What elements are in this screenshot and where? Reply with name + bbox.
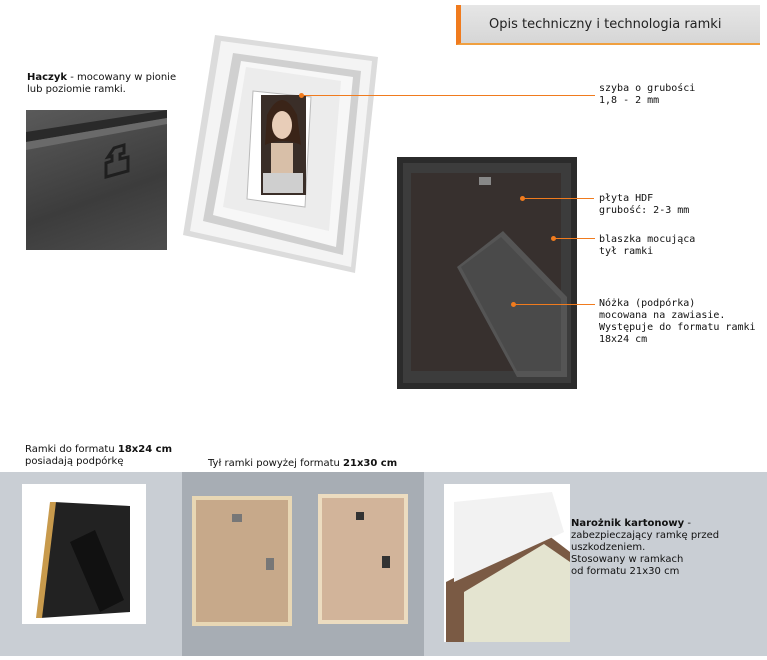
front-frame-photo <box>183 35 383 275</box>
back-frame-photo <box>397 157 577 389</box>
callout-clip <box>599 234 695 258</box>
hook-desc-line2: lub poziomie ramki. <box>27 84 126 95</box>
corner-line2: zabezpieczający ramkę przed <box>571 530 720 541</box>
callout-clip-line <box>555 238 595 239</box>
callout-glass-line1: szyba o grubości <box>599 83 696 94</box>
corner-line3: uszkodzeniem. <box>571 542 646 553</box>
callout-hdf-line1: płyta HDF <box>599 193 654 204</box>
callout-hdf <box>599 193 689 217</box>
callout-clip-line2: tył ramki <box>599 246 654 257</box>
caption-stand-line2: posiadają podpórkę <box>25 456 124 467</box>
caption-stand <box>25 444 172 468</box>
section-header <box>456 5 760 45</box>
caption-back-pre: Tył ramki powyżej formatu <box>208 458 344 469</box>
caption-back-size: 21x30 cm <box>343 458 398 469</box>
callout-hdf-line <box>524 198 594 199</box>
callout-stand-line4: 18x24 cm <box>599 334 648 345</box>
corner-separator: - <box>684 518 691 529</box>
callout-stand <box>599 298 756 346</box>
hook-separator: - <box>67 72 78 83</box>
callout-glass-line <box>303 95 595 96</box>
hook-title: Haczyk <box>27 72 68 83</box>
stand-photo-panel <box>0 472 182 656</box>
callout-stand-line3: Występuje do formatu ramki <box>599 322 756 333</box>
caption-stand-pre: Ramki do formatu <box>25 444 118 455</box>
callout-stand-line2: mocowana na zawiasie. <box>599 310 726 321</box>
caption-back <box>208 458 397 470</box>
corner-line5: od formatu 21x30 cm <box>571 566 680 577</box>
hook-description <box>27 72 177 96</box>
back-large-photo-panel <box>182 472 424 656</box>
corner-description <box>571 518 719 578</box>
callout-hdf-line2: grubość: 2-3 mm <box>599 205 690 216</box>
header-title: Opis techniczny i technologia ramki <box>489 17 722 32</box>
caption-stand-size: 18x24 cm <box>117 444 172 455</box>
callout-stand-line <box>515 304 595 305</box>
corner-title: Narożnik kartonowy <box>571 518 685 529</box>
callout-glass <box>599 83 695 107</box>
corner-line4: Stosowany w ramkach <box>571 554 684 565</box>
hook-photo <box>26 110 167 250</box>
callout-glass-line2: 1,8 - 2 mm <box>599 95 660 106</box>
hook-desc-line1: mocowany w pionie <box>77 72 177 83</box>
callout-clip-line1: blaszka mocująca <box>599 234 696 245</box>
callout-stand-line1: Nóżka (podpórka) <box>599 298 696 309</box>
